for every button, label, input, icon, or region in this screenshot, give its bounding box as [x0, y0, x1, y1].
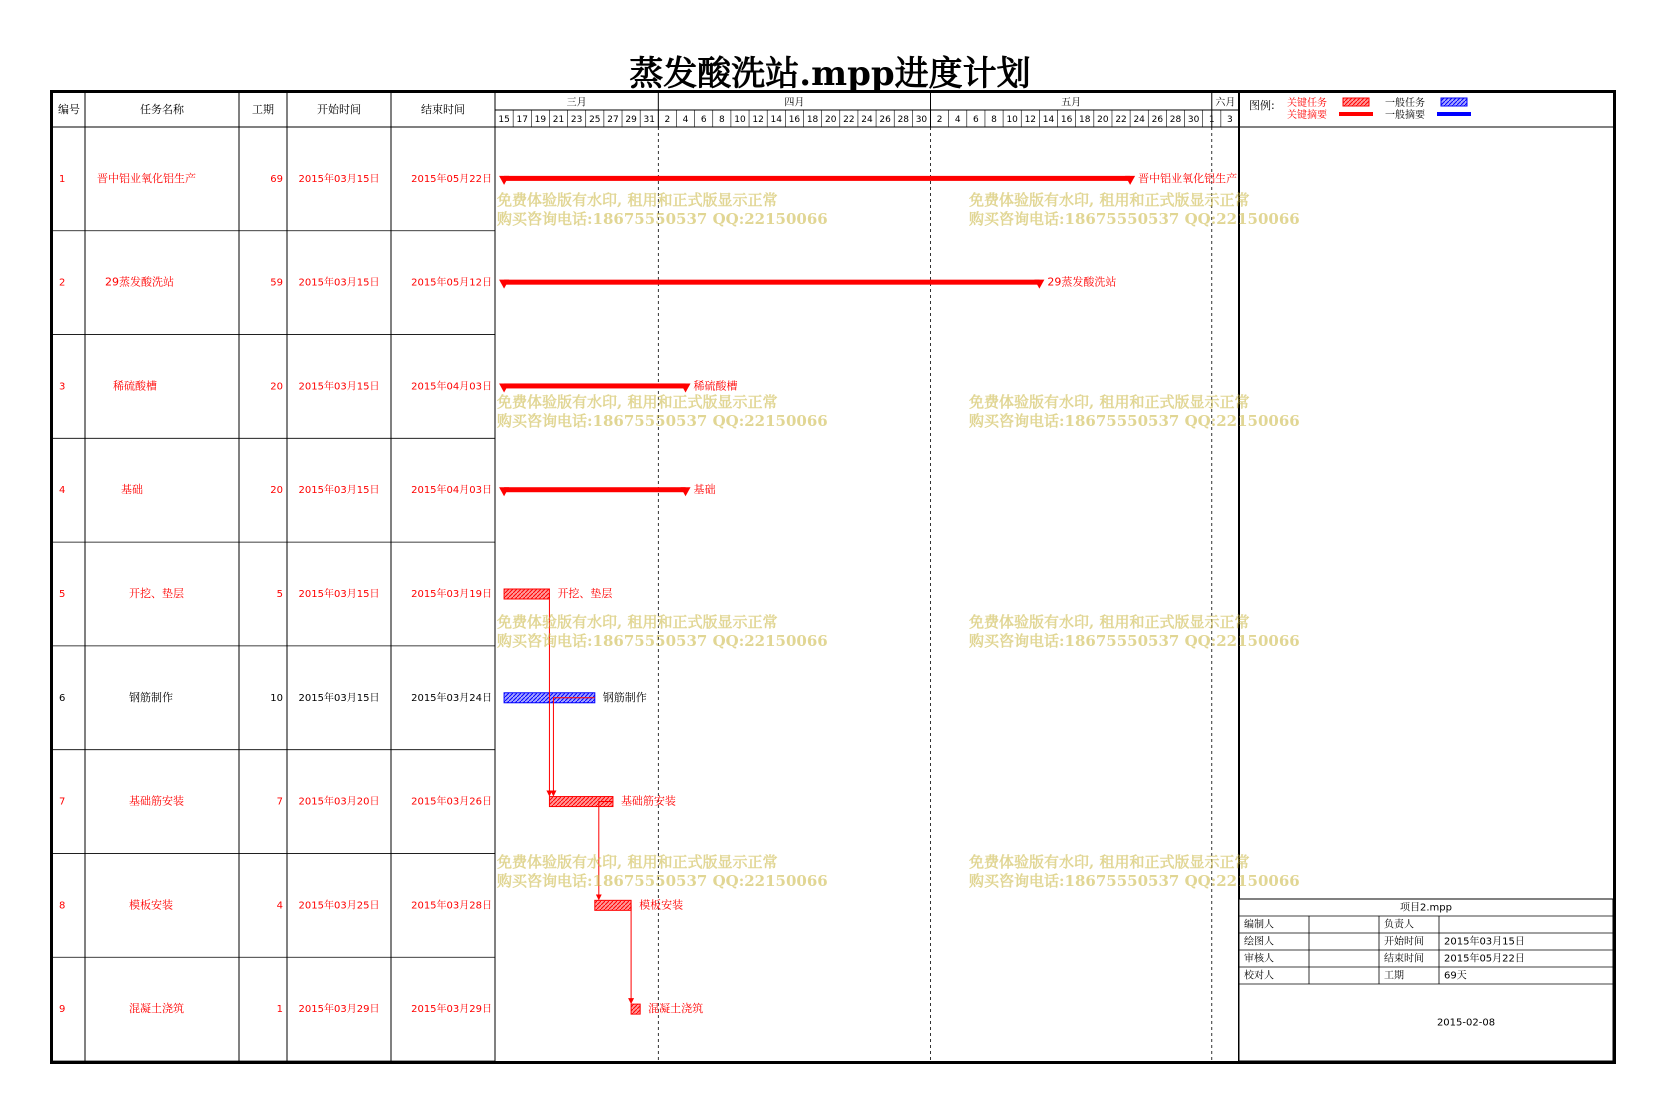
legend-normal-task-swatch — [1441, 98, 1467, 106]
task-start: 2015年03月15日 — [298, 692, 380, 704]
task-start: 2015年03月29日 — [298, 1004, 380, 1016]
task-end: 2015年03月26日 — [411, 796, 492, 808]
bar-label: 晋中铝业氧化铝生产 — [1138, 171, 1238, 185]
info-box — [1239, 899, 1613, 1061]
legend-normal-summary-swatch — [1437, 112, 1471, 116]
task-name: 钢筋制作 — [129, 690, 173, 704]
task-end: 2015年05月12日 — [411, 277, 492, 289]
day-tick-label: 2 — [936, 115, 943, 125]
task-duration: 5 — [276, 589, 283, 600]
day-tick-label: 26 — [879, 115, 891, 125]
task-start: 2015年03月15日 — [298, 277, 380, 289]
day-tick-label: 6 — [973, 115, 979, 125]
task-name: 开挖、垫层 — [129, 587, 184, 600]
task-end: 2015年03月29日 — [411, 1004, 492, 1016]
day-tick-label: 25 — [589, 115, 601, 125]
task-start: 2015年03月15日 — [298, 381, 380, 393]
task-duration: 4 — [276, 900, 283, 912]
task-start: 2015年03月25日 — [298, 900, 380, 912]
day-tick-label: 8 — [718, 115, 725, 125]
column-header-duration: 工期 — [252, 103, 274, 116]
info-cell: 校对人 — [1244, 970, 1274, 982]
task-start: 2015年03月15日 — [298, 173, 380, 185]
month-label: 五月 — [1061, 97, 1082, 109]
day-tick-label: 4 — [682, 115, 689, 125]
info-project-name: 项目2.mpp — [1400, 902, 1452, 914]
task-bar — [504, 589, 549, 599]
day-tick-label: 22 — [843, 115, 855, 125]
summary-bar — [504, 280, 1039, 285]
day-tick-label: 27 — [607, 115, 619, 125]
day-tick-label: 24 — [861, 115, 873, 125]
day-tick-label: 6 — [700, 115, 707, 125]
day-tick-label: 17 — [516, 115, 528, 125]
watermark-line-1: 免费体验版有水印, 租用和正式版显示正常 — [969, 393, 1250, 411]
day-tick-label: 10 — [734, 115, 746, 125]
dependency-link — [553, 698, 594, 796]
day-tick-label: 1 — [1208, 115, 1215, 125]
task-duration: 10 — [270, 692, 283, 704]
column-header-name: 任务名称 — [140, 103, 184, 116]
day-tick-label: 20 — [1097, 115, 1109, 125]
watermark-line-1: 免费体验版有水印, 租用和正式版显示正常 — [969, 853, 1250, 871]
column-header-id: 编号 — [58, 103, 80, 116]
day-tick-label: 20 — [824, 115, 837, 125]
task-end: 2015年04月03日 — [411, 381, 492, 393]
bar-label: 混凝土浇筑 — [648, 1002, 704, 1016]
day-tick-label: 30 — [1187, 115, 1200, 125]
day-tick-label: 28 — [1169, 115, 1182, 125]
legend-normal-summary-label: 一般摘要 — [1385, 110, 1425, 121]
summary-bar — [504, 383, 685, 388]
watermark-line-2: 购买咨询电话:18675550537 QQ:22150066 — [969, 210, 1300, 228]
day-tick-label: 26 — [1151, 115, 1164, 125]
task-name: 29蒸发酸洗站 — [105, 275, 174, 289]
day-tick-label: 15 — [498, 115, 510, 125]
month-label: 三月 — [566, 97, 587, 109]
task-id: 4 — [59, 485, 66, 497]
watermark-line-2: 购买咨询电话:18675550537 QQ:22150066 — [497, 632, 828, 650]
task-end: 2015年03月24日 — [411, 692, 492, 704]
watermark-line-2: 购买咨询电话:18675550537 QQ:22150066 — [497, 412, 828, 430]
day-tick-label: 24 — [1133, 115, 1145, 125]
info-cell: 工期 — [1384, 970, 1404, 982]
task-duration: 7 — [276, 796, 283, 808]
watermark-line-1: 免费体验版有水印, 租用和正式版显示正常 — [497, 853, 778, 871]
bar-label: 基础筋安装 — [620, 794, 676, 808]
info-cell: 开始时间 — [1384, 936, 1424, 948]
gantt-chart — [53, 93, 1613, 1061]
day-tick-label: 14 — [770, 115, 782, 125]
info-cell: 69天 — [1444, 970, 1467, 982]
bar-label: 29蒸发酸洗站 — [1047, 275, 1117, 289]
task-start: 2015年03月15日 — [298, 589, 380, 600]
month-label: 四月 — [784, 97, 805, 109]
day-tick-label: 31 — [643, 115, 655, 125]
watermark-line-2: 购买咨询电话:18675550537 QQ:22150066 — [497, 210, 828, 228]
task-id: 5 — [59, 589, 66, 600]
watermark-line-2: 购买咨询电话:18675550537 QQ:22150066 — [969, 632, 1300, 650]
bar-label: 开挖、垫层 — [557, 587, 613, 600]
task-end: 2015年05月22日 — [411, 173, 492, 185]
task-id: 7 — [59, 796, 66, 808]
legend-critical-task-swatch — [1343, 98, 1369, 106]
day-tick-label: 30 — [915, 115, 928, 125]
task-name: 稀硫酸槽 — [113, 379, 157, 393]
watermark-line-2: 购买咨询电话:18675550537 QQ:22150066 — [969, 872, 1300, 890]
task-id: 6 — [59, 692, 66, 704]
task-end: 2015年03月19日 — [411, 589, 492, 600]
task-start: 2015年03月20日 — [298, 796, 380, 808]
day-tick-label: 8 — [991, 115, 997, 125]
info-cell: 2015年05月22日 — [1444, 953, 1525, 965]
watermark-line-2: 购买咨询电话:18675550537 QQ:22150066 — [969, 412, 1300, 430]
watermark-line-1: 免费体验版有水印, 租用和正式版显示正常 — [497, 393, 778, 411]
task-name: 基础筋安装 — [129, 794, 184, 808]
column-header-end: 结束时间 — [421, 103, 465, 116]
watermark-line-1: 免费体验版有水印, 租用和正式版显示正常 — [497, 191, 778, 209]
watermark-line-2: 购买咨询电话:18675550537 QQ:22150066 — [497, 872, 828, 890]
day-tick-label: 21 — [552, 115, 565, 125]
day-tick-label: 23 — [570, 115, 583, 125]
legend-normal-task-label: 一般任务 — [1385, 98, 1425, 109]
gantt-sheet — [50, 90, 1616, 1064]
day-tick-label: 10 — [1006, 115, 1018, 125]
day-tick-label: 2 — [664, 115, 671, 125]
task-id: 1 — [59, 173, 66, 185]
day-tick-label: 14 — [1042, 115, 1055, 125]
task-id: 2 — [59, 277, 66, 289]
day-tick-label: 3 — [1227, 115, 1233, 125]
task-duration: 1 — [276, 1004, 283, 1016]
day-tick-label: 16 — [788, 115, 801, 125]
info-cell: 绘图人 — [1244, 936, 1274, 948]
bar-label: 基础 — [693, 483, 716, 497]
info-date: 2015-02-08 — [1436, 1017, 1496, 1029]
day-tick-label: 18 — [1079, 115, 1091, 125]
task-duration: 20 — [270, 485, 283, 497]
task-name: 晋中铝业氧化铝生产 — [97, 171, 196, 185]
summary-bar — [504, 176, 1130, 181]
task-id: 3 — [59, 381, 66, 393]
task-id: 9 — [59, 1004, 66, 1016]
legend-critical-summary-swatch — [1339, 112, 1373, 116]
summary-bar — [504, 487, 685, 492]
info-cell: 负责人 — [1384, 919, 1414, 931]
month-label: 六月 — [1215, 97, 1236, 109]
task-name: 模板安装 — [129, 898, 173, 912]
day-tick-label: 12 — [1024, 115, 1037, 125]
info-cell: 审核人 — [1244, 953, 1274, 965]
dependency-link — [599, 802, 613, 900]
watermark-line-1: 免费体验版有水印, 租用和正式版显示正常 — [969, 191, 1250, 209]
bar-label: 模板安装 — [639, 898, 684, 912]
day-tick-label: 28 — [897, 115, 910, 125]
task-name: 混凝土浇筑 — [129, 1002, 184, 1016]
task-end: 2015年04月03日 — [411, 485, 492, 497]
watermark-line-1: 免费体验版有水印, 租用和正式版显示正常 — [969, 613, 1250, 631]
task-bar — [595, 900, 631, 910]
day-tick-label: 29 — [625, 115, 637, 125]
day-tick-label: 22 — [1115, 115, 1127, 125]
bar-label: 稀硫酸槽 — [693, 379, 738, 393]
info-cell: 编制人 — [1244, 919, 1274, 931]
task-duration: 59 — [270, 277, 283, 289]
day-tick-label: 19 — [534, 115, 547, 125]
task-end: 2015年03月28日 — [411, 900, 492, 912]
day-tick-label: 4 — [954, 115, 961, 125]
info-cell: 结束时间 — [1384, 953, 1424, 965]
task-id: 8 — [59, 900, 66, 912]
task-duration: 69 — [270, 173, 283, 185]
column-header-start: 开始时间 — [317, 103, 361, 116]
task-name: 基础 — [121, 483, 143, 497]
legend-critical-task-label: 关键任务 — [1287, 98, 1327, 109]
legend-critical-summary-label: 关键摘要 — [1287, 110, 1327, 121]
watermark-line-1: 免费体验版有水印, 租用和正式版显示正常 — [497, 613, 778, 631]
task-duration: 20 — [270, 381, 283, 393]
bar-label: 钢筋制作 — [602, 690, 647, 704]
task-bar — [631, 1004, 640, 1014]
day-tick-label: 16 — [1060, 115, 1073, 125]
info-cell: 2015年03月15日 — [1444, 936, 1525, 948]
page-title: 蒸发酸洗站.mpp进度计划 — [629, 54, 1031, 94]
task-start: 2015年03月15日 — [298, 485, 380, 497]
legend-label: 图例: — [1249, 99, 1275, 112]
day-tick-label: 12 — [752, 115, 764, 125]
day-tick-label: 18 — [806, 115, 819, 125]
